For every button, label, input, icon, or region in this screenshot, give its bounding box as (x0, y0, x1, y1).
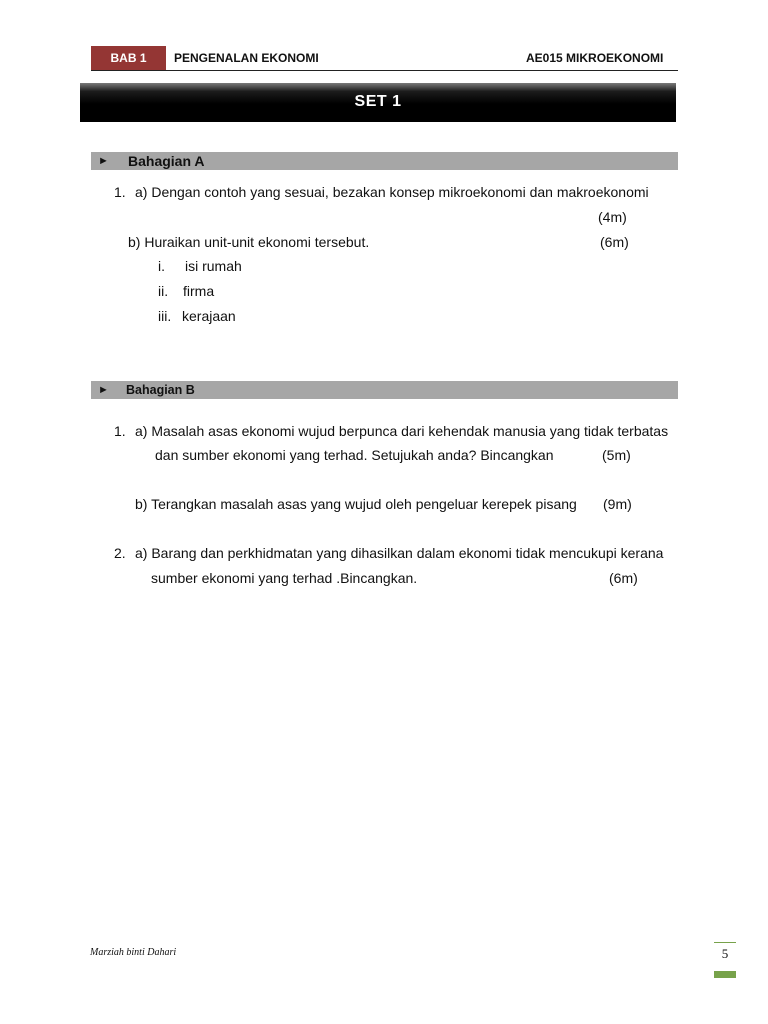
question-b1a-line2: dan sumber ekonomi yang terhad. Setujukah anda? Bincangkan (155, 447, 554, 463)
section-a-title: Bahagian A (128, 153, 205, 169)
set-banner: SET 1 (80, 83, 676, 121)
question-a1a-marks: (4m) (598, 209, 627, 225)
list-item-text: kerajaan (182, 308, 236, 324)
question-b1a-marks: (5m) (602, 447, 631, 463)
list-item-number: ii. (158, 283, 169, 299)
question-b2-number: 2. (114, 545, 126, 561)
course-title: AE015 MIKROEKONOMI (526, 51, 664, 65)
question-b2a-line2: sumber ekonomi yang terhad .Bincangkan. (151, 570, 418, 586)
question-b2a-marks: (6m) (609, 570, 638, 586)
header-divider (91, 70, 678, 71)
chapter-title: PENGENALAN EKONOMI (174, 51, 319, 65)
section-b-bar (91, 381, 678, 399)
question-b1a-line1: a) Masalah asas ekonomi wujud berpunca dari kehendak manusia yang tidak terbatas (135, 423, 669, 439)
arrow-right-icon: ► (98, 384, 109, 396)
question-a1a: a) Dengan contoh yang sesuai, bezakan konsep mikroekonomi dan makroekonomi (135, 184, 649, 200)
question-b2a-line1: a) Barang dan perkhidmatan yang dihasilkan dalam ekonomi tidak mencukupi kerana (135, 545, 664, 561)
page-number-accent-bar (714, 971, 736, 978)
footer-author: Marziah binti Dahari (90, 947, 177, 958)
list-item-number: iii. (158, 308, 172, 324)
page-number: 5 (721, 946, 729, 961)
section-b-title: Bahagian B (126, 383, 195, 397)
list-item-text: firma (183, 283, 215, 299)
question-b1-number: 1. (114, 423, 126, 439)
question-a1b: b) Huraikan unit-unit ekonomi tersebut. (128, 234, 370, 250)
question-a1b-marks: (6m) (600, 234, 629, 250)
question-b1b: b) Terangkan masalah asas yang wujud oleh pengeluar kerepek pisang (135, 496, 577, 512)
question-b1b-marks: (9m) (603, 496, 632, 512)
list-item-text: isi rumah (185, 258, 242, 274)
list-item-number: i. (158, 258, 165, 274)
arrow-right-icon: ► (98, 155, 109, 167)
chapter-badge: BAB 1 (91, 46, 166, 70)
page-number-top-rule (714, 942, 736, 943)
question-a1-number: 1. (114, 184, 126, 200)
section-a-bar (91, 152, 678, 170)
